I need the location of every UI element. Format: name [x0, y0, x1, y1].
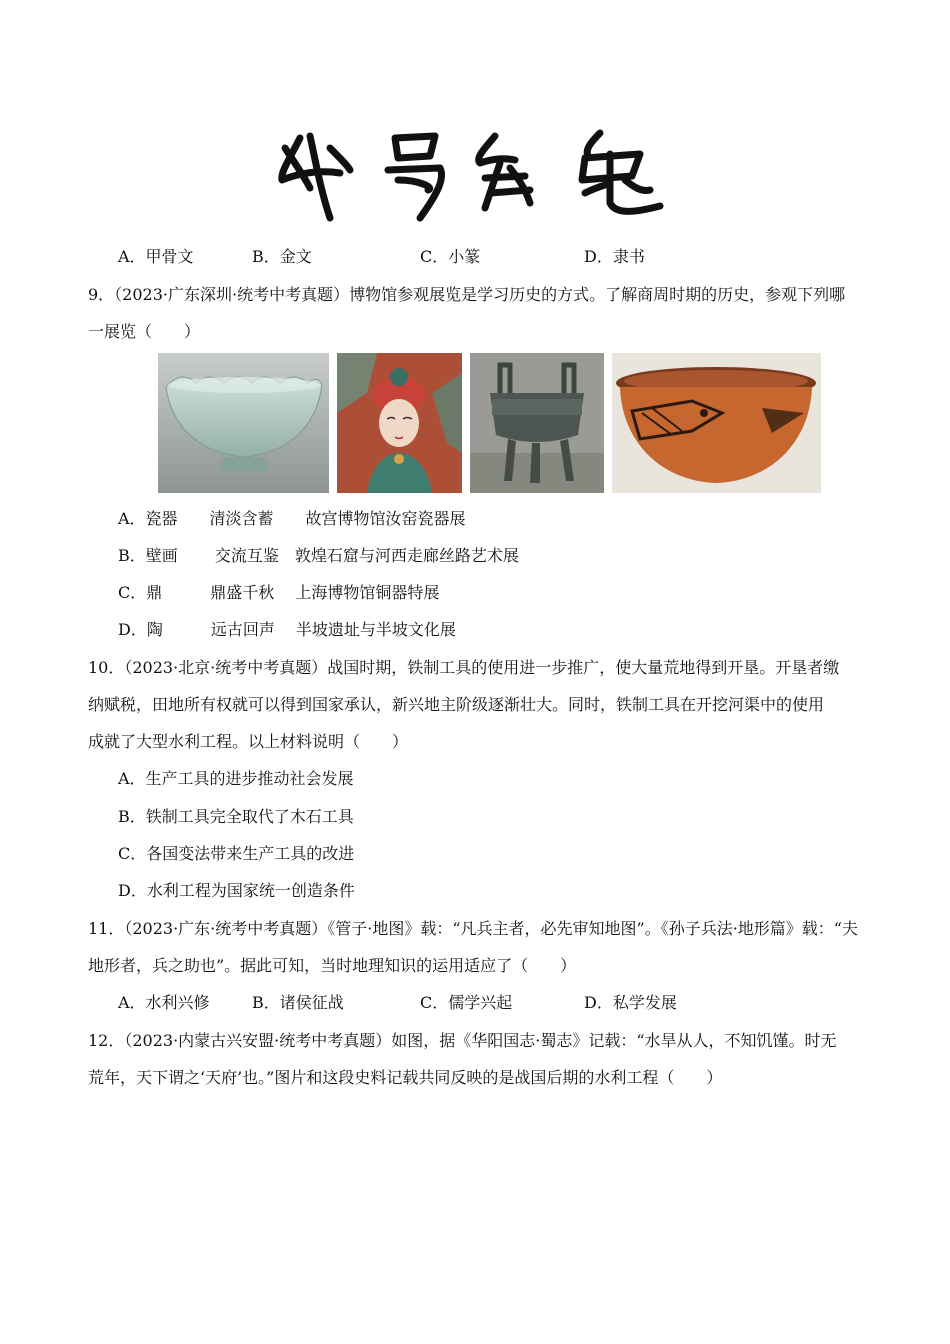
q8-option-c: C．小篆 [420, 247, 481, 266]
q8-option-a: A．甲骨文 [118, 247, 194, 266]
q8-option-d: D．隶书 [584, 247, 645, 266]
q10-option-d: D．水利工程为国家统一创造条件 [118, 881, 355, 900]
bronze-ding-photo [470, 353, 604, 493]
glyph-2 [388, 136, 442, 218]
q9-option-a: A．瓷器 清淡含蓄 故宫博物馆汝窑瓷器展 [118, 509, 466, 528]
script-glyphs-svg [270, 118, 680, 228]
q10-option-c: C．各国变法带来生产工具的改进 [118, 844, 355, 863]
q9-stem-line-1: 9．（2023·广东深圳·统考中考真题）博物馆参观展览是学习历史的方式。了解商周时期的历史，参观下列哪 [88, 285, 846, 304]
q9-option-c: C．鼎 鼎盛千秋 上海博物馆铜器特展 [118, 583, 440, 602]
q12-stem-line-2: 荒年，天下谓之‘天府’也。”图片和这段史料记载共同反映的是战国后期的水利工程（ ） [88, 1068, 723, 1087]
q10-option-b: B．铁制工具完全取代了木石工具 [118, 807, 354, 826]
q11-option-d: D．私学发展 [584, 993, 677, 1012]
q10-stem-line-2: 纳赋税，田地所有权就可以得到国家承认，新兴地主阶级逐渐壮大。同时，铁制工具在开挖河渠中的使用 [88, 695, 825, 714]
celadon-bowl-photo [158, 353, 329, 493]
q10-stem-line-1: 10．（2023·北京·统考中考真题）战国时期，铁制工具的使用进一步推广，使大量荒地得到开垦。开垦者缴 [88, 658, 840, 677]
q9-option-b: B．壁画 交流互鉴 敦煌石窟与河西走廊丝路艺术展 [118, 546, 519, 565]
q10-stem-line-3: 成就了大型水利工程。以上材料说明（ ） [88, 732, 409, 751]
q8-option-b: B．金文 [252, 247, 312, 266]
glyph-3 [479, 136, 530, 208]
q11-stem-line-1: 11．（2023·广东·统考中考真题）《管子·地图》载：“凡兵主者，必先审知地图”。《孙子兵法·地形篇》载：“夫 [88, 919, 858, 938]
q11-option-a: A．水利兴修 [118, 993, 210, 1012]
painted-pottery-basin-photo [612, 353, 821, 493]
ancient-script-glyphs-figure [270, 118, 680, 228]
q10-option-a: A．生产工具的进步推动社会发展 [118, 769, 354, 788]
q11-option-c: C．儒学兴起 [420, 993, 513, 1012]
q9-option-d: D．陶 远古回声 半坡遗址与半坡文化展 [118, 620, 456, 639]
q11-option-b: B．诸侯征战 [252, 993, 344, 1012]
q12-stem-line-1: 12．（2023·内蒙古兴安盟·统考中考真题）如图，据《华阳国志·蜀志》记载：“水旱从人，不知饥馑。时无 [88, 1031, 837, 1050]
glyph-1 [282, 136, 350, 218]
q11-stem-line-2: 地形者，兵之助也”。据此可知，当时地理知识的运用适应了（ ） [88, 956, 577, 975]
glyph-4 [582, 133, 660, 211]
q9-stem-line-2: 一展览（ ） [88, 322, 201, 341]
dunhuang-mural-photo [337, 353, 462, 493]
